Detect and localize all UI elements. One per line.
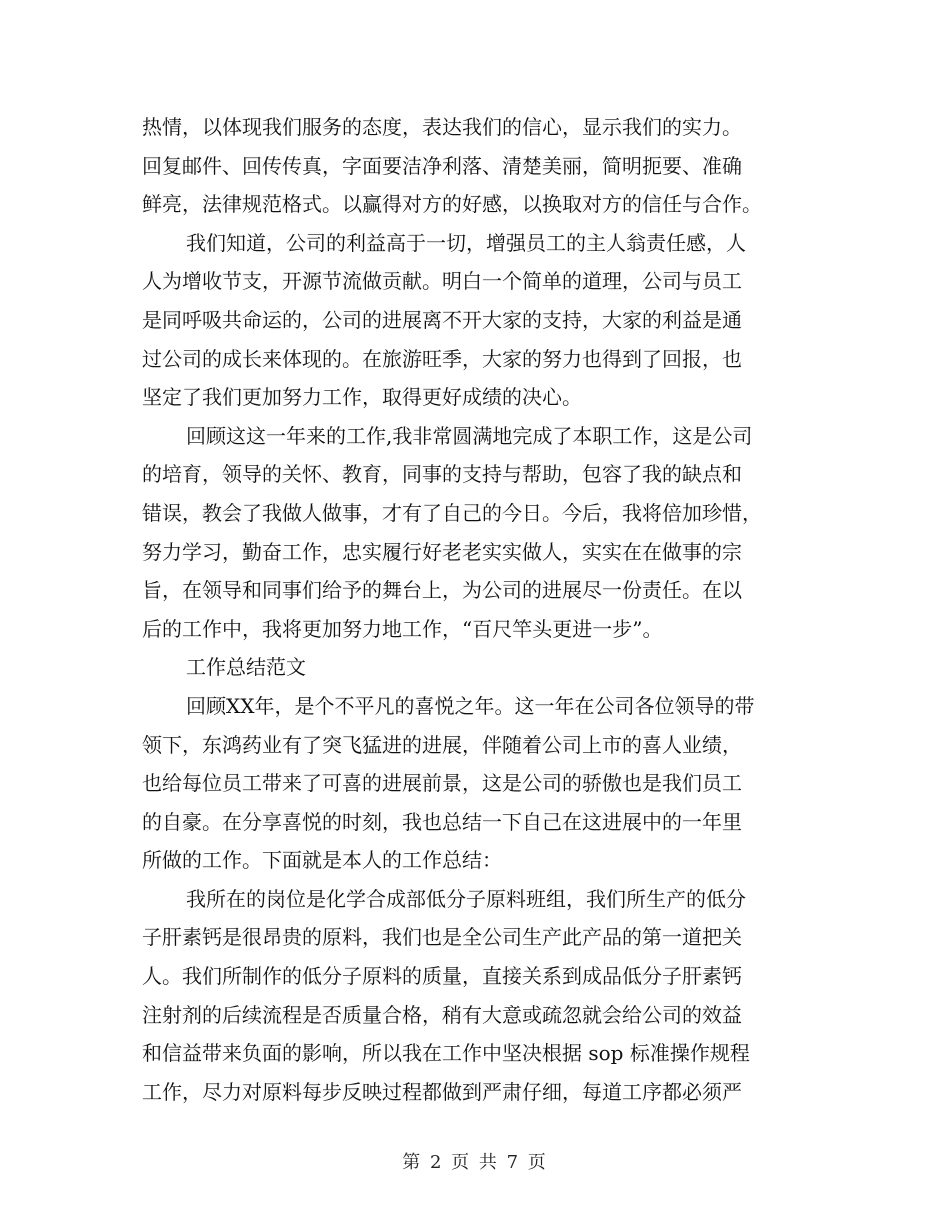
document-body [142, 108, 808, 1111]
text-line: 鲜亮，法律规范格式。以赢得对方的好感，以换取对方的信任与合作。 [142, 192, 762, 217]
text-line: 的自豪。在分享喜悦的时刻，我也总结一下自己在这进展中的一年里 [142, 809, 742, 834]
text-line: 人。我们所制作的低分子原料的质量，直接关系到成品低分子肝素钙 [142, 964, 742, 989]
text-line: 回复邮件、回传传真，字面要洁净利落、清楚美丽，简明扼要、准确 [142, 153, 742, 178]
text-line: 工作总结范文 [186, 655, 306, 680]
text-line: 人为增收节支，开源节流做贡献。明白一个简单的道理，公司与员工 [142, 269, 742, 294]
text-line: 我们知道，公司的利益高于一切，增强员工的主人翁责任感，人 [186, 230, 746, 255]
text-line: 旨，在领导和同事们给予的舞台上，为公司的进展尽一份责任。在以 [142, 578, 742, 603]
text-line: 回顾XX年，是个不平凡的喜悦之年。这一年在公司各位领导的带 [186, 693, 755, 718]
text-line: 我所在的岗位是化学合成部低分子原料班组，我们所生产的低分 [186, 886, 746, 911]
text-line: 回顾这这一年来的工作,我非常圆满地完成了本职工作，这是公司 [186, 423, 753, 448]
page-number-footer: 第 2 页 共 7 页 [402, 1152, 548, 1173]
text-line: 领下，东鸿药业有了突飞猛进的进展，伴随着公司上市的喜人业绩， [142, 732, 742, 757]
text-line: 后的工作中，我将更加努力地工作，“百尺竿头更进一步”。 [142, 616, 663, 641]
text-line: 注射剂的后续流程是否质量合格，稍有大意或疏忽就会给公司的效益 [142, 1002, 742, 1027]
text-line: 过公司的成长来体现的。在旅游旺季，大家的努力也得到了回报，也 [142, 346, 742, 371]
text-line: 子肝素钙是很昂贵的原料，我们也是全公司生产此产品的第一道把关 [142, 925, 742, 950]
text-line: 是同呼吸共命运的，公司的进展离不开大家的支持，大家的利益是通 [142, 307, 742, 332]
text-line: 坚定了我们更加努力工作，取得更好成绩的决心。 [142, 385, 582, 410]
text-line: 和信益带来负面的影响，所以我在工作中坚决根据 sop 标准操作规程 [142, 1041, 750, 1066]
text-line: 所做的工作。下面就是本人的工作总结： [142, 848, 502, 873]
text-line: 也给每位员工带来了可喜的进展前景，这是公司的骄傲也是我们员工 [142, 771, 742, 796]
text-line: 努力学习，勤奋工作，忠实履行好老老实实做人，实实在在做事的宗 [142, 539, 742, 564]
text-line: 热情，以体现我们服务的态度，表达我们的信心，显示我们的实力。 [142, 115, 742, 139]
text-line: 错误，教会了我做人做事，才有了自己的今日。今后，我将倍加珍惜， [142, 500, 762, 525]
text-line: 工作，尽力对原料每步反映过程都做到严肃仔细，每道工序都必须严 [142, 1079, 742, 1104]
text-line: 的培育，领导的关怀、教育，同事的支持与帮助，包容了我的缺点和 [142, 462, 742, 487]
